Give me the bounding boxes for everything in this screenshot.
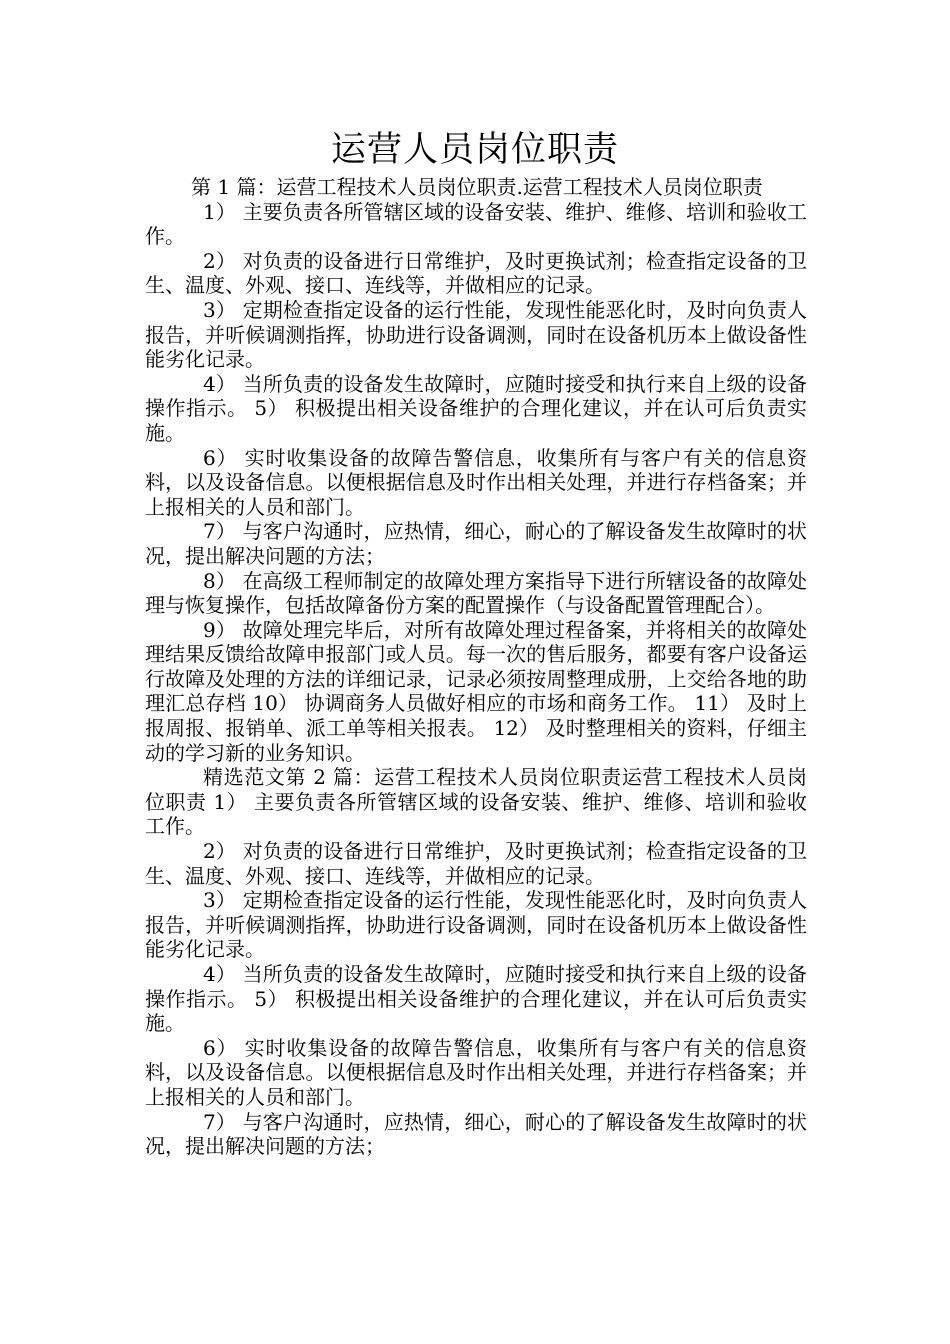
paragraph-4: 3） 定期检查指定设备的运行性能，发现性能恶化时，及时向负责人报告，并听候调测指挥，协助进行设备调测，同时在设备机历本上做设备性能劣化记录。 (145, 297, 807, 372)
paragraph-11: 2） 对负责的设备进行日常维护，及时更换试剂；检查指定设备的卫生、温度、外观、接口、连线等，并做相应的记录。 (145, 839, 807, 888)
paragraph-10: 精选范文第 2 篇：运营工程技术人员岗位职责运营工程技术人员岗位职责 1） 主要负责各所管辖区域的设备安装、维护、维修、培训和验收工作。 (145, 765, 807, 839)
paragraph-12: 3） 定期检查指定设备的运行性能，发现性能恶化时，及时向负责人报告，并听候调测指挥，协助进行设备调测，同时在设备机历本上做设备性能劣化记录。 (145, 888, 807, 962)
paragraph-15: 7） 与客户沟通时，应热情，细心，耐心的了解设备发生故障时的状况，提出解决问题的方法； (145, 1109, 807, 1159)
document-title: 运营人员岗位职责 (330, 130, 619, 170)
paragraph-9: 9） 故障处理完毕后，对所有故障处理过程备案，并将相关的故障处理结果反馈给故障申报部门或人员。每一次的售后服务，都要有客户设备运行故障及处理的方法的详细记录，记录必须按周整理成册，上交给各地的助理汇总存档 10） 协调商务人员做好相应的市场和商务工作。 11） 及时上报周报、报销单、派工单等相关报表。 12） 及时整理相关的资料，仔细主动的学习新的业务知识。 (145, 617, 807, 765)
paragraph-7: 7） 与客户沟通时，应热情，细心，耐心的了解设备发生故障时的状况，提出解决问题的方法； (145, 519, 807, 568)
paragraph-1: 第 1 篇：运营工程技术人员岗位职责.运营工程技术人员岗位职责 (191, 175, 763, 199)
paragraph-13: 4） 当所负责的设备发生故障时，应随时接受和执行来自上级的设备操作指示。 5） 积极提出相关设备维护的合理化建议，并在认可后负责实施。 (145, 962, 807, 1036)
paragraph-5: 4） 当所负责的设备发生故障时，应随时接受和执行来自上级的设备操作指示。 5） 积极提出相关设备维护的合理化建议，并在认可后负责实施。 (145, 371, 807, 445)
paragraph-2: 1） 主要负责各所管辖区域的设备安装、维护、维修、培训和验收工作。 (145, 199, 807, 249)
document-body (145, 175, 807, 1159)
paragraph-14: 6） 实时收集设备的故障告警信息，收集所有与客户有关的信息资料，以及设备信息。以便根据信息及时作出相关处理，并进行存档备案；并上报相关的人员和部门。 (145, 1035, 807, 1109)
paragraph-8: 8） 在高级工程师制定的故障处理方案指导下进行所辖设备的故障处理与恢复操作，包括故障备份方案的配置操作（与设备配置管理配合）。 (145, 568, 807, 618)
paragraph-6: 6） 实时收集设备的故障告警信息，收集所有与客户有关的信息资料，以及设备信息。以便根据信息及时作出相关处理，并进行存档备案；并上报相关的人员和部门。 (145, 445, 807, 519)
paragraph-3: 2） 对负责的设备进行日常维护，及时更换试剂；检查指定设备的卫生、温度、外观、接口、连线等，并做相应的记录。 (145, 248, 807, 298)
